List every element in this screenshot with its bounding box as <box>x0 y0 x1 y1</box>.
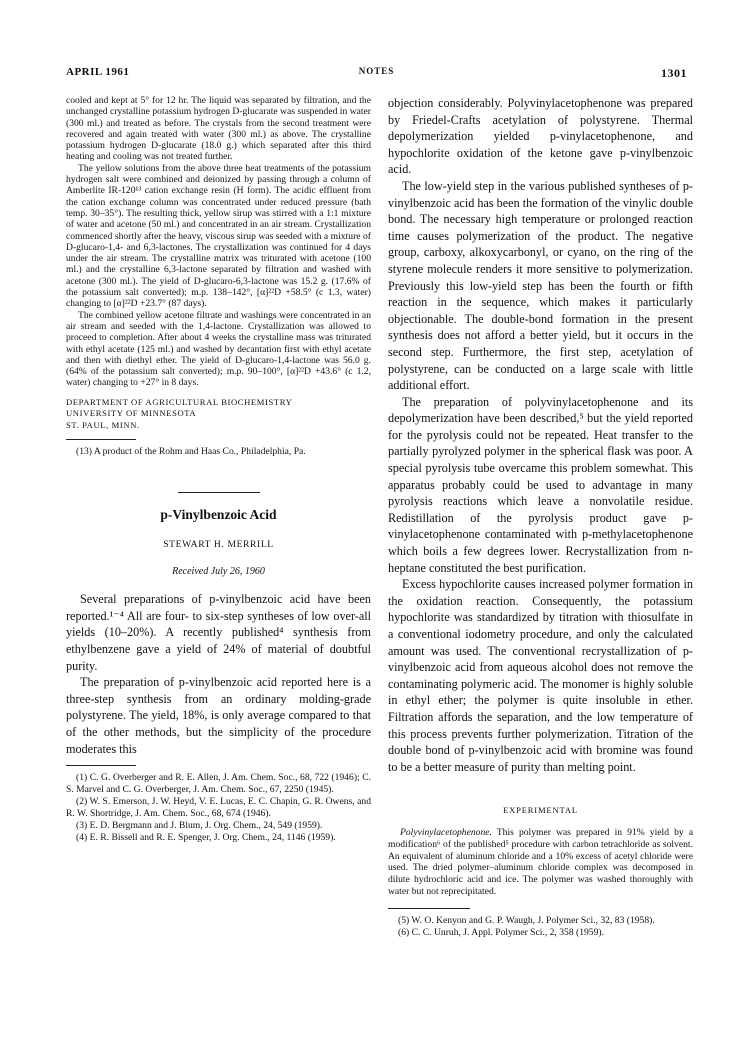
footnote: (2) W. S. Emerson, J. W. Heyd, V. E. Lucas, E. C. Chapin, G. R. Owens, and R. W. Shortridge, J. Am. Chem. Soc., 68, 674 (1946). <box>66 796 371 820</box>
footnote: (3) E. D. Bergmann and J. Blum, J. Org. Chem., 24, 549 (1959). <box>76 820 323 832</box>
affiliation-block <box>66 397 371 432</box>
body-paragraph: The preparation of polyvinylacetophenone and its depolymerization have been described,⁵ but the yield reported for the pyrolysis could not be repeated. Heat transfer to the partially pyrolyzed polymer in the spherical flask was poor. A special pyrolysis tube overcame this problem somewhat. This apparatus probably could be used to advantage in many pyrolysis reactions which leave a nonvolatile residue. Redistillation of the pyrolysis product gave p-vinylacetophenone contaminated with p-methylacetophenone which boils a few degrees lower. Recrystallization from n-heptane constituted the best purification. <box>388 394 693 575</box>
article-discussion <box>388 95 693 775</box>
affiliation-department: DEPARTMENT OF AGRICULTURAL BIOCHEMISTRY <box>66 396 293 407</box>
footnote-divider <box>388 908 470 909</box>
body-paragraph: The yellow solutions from the above three heat treatments of the potassium hydrogen salt were combined and deionized by passing through a column of Amberlite IR-120¹³ cation exchange resin (H form). The acidic effluent from the cation exchange column was concentrated under reduced pressure (bath temp. 30–35°). The resulting thick, yellow sirup was stirred with a 1:1 mixture of water and acetone (50 ml.) and concentrated in an air stream. Crystallization commenced shortly after the heavy, viscous sirup was seeded with a mixture of D-glucaro-1,4- and 6,3-lactones. The crystallization was continued for 4 days under the air stream. The crystalline matrix was triturated with acetone (100 ml.) and the crystalline 6,3-lactone separated by filtration and washed with acetone (300 ml.). The yield of D-glucaro-6,3-lactone was 15.2 g. (17.6% of the potassium salt converted); m.p. 138–142°, [α]²²D +58.5° (c 1.3, water) changing to [α]²²D +23.7° (87 days). <box>66 162 371 310</box>
previous-article-continuation <box>66 95 371 389</box>
footnote: (5) W. O. Kenyon and G. P. Waugh, J. Polymer Sci., 32, 83 (1958). <box>398 914 655 926</box>
article-title: p-Vinylbenzoic Acid <box>160 507 277 523</box>
running-header-date: APRIL 1961 <box>66 66 130 78</box>
body-paragraph: objection considerably. Polyvinylacetophenone was prepared by Friedel-Crafts acetylation of polystyrene. Thermal depolymerization yielded p-vinylacetophenone, and hypochlorite oxidation of the ketone gave p-vinylbenzoic acid. <box>388 96 693 177</box>
footnote: (6) C. C. Unruh, J. Appl. Polymer Sci., 2, 358 (1959). <box>398 926 604 938</box>
page-number: 1301 <box>661 66 687 80</box>
article-author: STEWART H. MERRILL <box>163 539 274 551</box>
footnote: (4) E. R. Bissell and R. E. Spenger, J. Org. Chem., 24, 1146 (1959). <box>76 832 336 844</box>
footnote-divider <box>66 439 136 440</box>
experimental-section <box>388 827 693 897</box>
article-introduction <box>66 591 371 757</box>
footnote-list <box>66 446 371 458</box>
running-header-section: NOTES <box>358 66 395 76</box>
affiliation-city: ST. PAUL, MINN. <box>66 419 140 430</box>
body-paragraph: The preparation of p-vinylbenzoic acid reported here is a three-step synthesis from an ordinary molding-grade polystyrene. The yield, 18%, is only average compared to that of the other methods, but the simplicity of the procedure moderates this <box>66 675 371 756</box>
body-paragraph: Excess hypochlorite causes increased polymer formation in the oxidation reaction. Consequently, the potassium hypochlorite was standardized by titration with thiosulfate in a conventional iodometry procedure, and only the calculated amount was used. The conventional recrystallization of p-vinylbenzoic acid from aqueous alcohol does not remove the contaminating polymeric acid. The monomer is highly soluble in ethyl ether; the polymer is quite insoluble in ether. Filtration affords the separation, and the low temperature of this process prevents further polymerization. Titration of the double bond of p-vinylbenzoic acid with bromine was found to be a better measure of purity than melting point. <box>388 577 693 774</box>
body-paragraph: Several preparations of p-vinylbenzoic acid have been reported.¹⁻⁴ All are four- to six-step syntheses of low over-all yields (10–20%). A recently published⁴ synthesis from ethylbenzene gave a yield of 24% of material of doubtful purity. <box>66 592 371 673</box>
body-paragraph: cooled and kept at 5° for 12 hr. The liquid was separated by filtration, and the unchanged crystalline potassium hydrogen D-glucarate was suspended in water (300 ml.) and treated as before. The crystals from the second treatment were recovered and again treated with water (300 ml.) as above. The crystalline potassium hydrogen D-glucarate (18.0 g.) which separated after this third heating and cooling was not treated further. <box>66 95 371 163</box>
article-divider <box>178 492 260 493</box>
affiliation-university: UNIVERSITY OF MINNESOTA <box>66 408 197 419</box>
footnote: (1) C. G. Overberger and R. E. Allen, J. Am. Chem. Soc., 68, 722 (1946); C. S. Marvel and C. G. Overberger, J. Am. Chem. Soc., 67, 2250 (1945). <box>66 772 371 796</box>
left-column <box>66 95 371 844</box>
footnote-list <box>66 772 371 844</box>
experimental-paragraph <box>388 827 693 897</box>
body-paragraph: The combined yellow acetone filtrate and washings were concentrated in an air stream and seeded with the 1,4-lactone. Crystallization was allowed to proceed to completion. After about 4 weeks the crystalline mass was triturated with ethyl acetate (125 ml.) and washed by decantation first with ethyl acetate and then with diethyl ether. The yield of D-glucaro-1,4-lactone was 56.0 g. (64% of the potassium salt converted); m.p. 90–100°, [α]²²D +43.6° (c 1.2, water) changing to +27° in 8 days. <box>66 309 371 389</box>
right-column <box>388 95 693 939</box>
footnote-divider <box>66 765 136 766</box>
body-paragraph: The low-yield step in the various published syntheses of p-vinylbenzoic acid has been the formation of the vinylic double bond. The necessary high temperature or prolonged reaction time causes polymerization of the product. The negative group, carboxy, alkoxycarbonyl, or cyano, on the ring of the styrene molecule renders it more sensitive to polymerization. Previously this low-yield step has been the fourth or fifth reaction in the sequence, which makes it particularly objectionable. The double-bond formation in the present synthesis does not afford a better yield, but it occurs in the second step. Furthermore, the first step, acetylation of polystyrene, can be conducted on a large scale with little additional effort. <box>388 178 693 393</box>
experimental-compound-label: Polyvinylacetophenone. <box>400 827 492 839</box>
experimental-text: This polymer was prepared in 91% yield by a modification⁶ of the published⁵ procedure with carbon tetrachloride as solvent. An equivalent of aluminum chloride and a 10% excess of acetyl chloride were used. The dried polymer–aluminum chloride complex was decomposed in dilute hydrochloric acid and ice. The polymer was washed thoroughly with water but not reprecipitated. <box>388 827 693 897</box>
experimental-heading: EXPERIMENTAL <box>503 805 578 816</box>
footnote: (13) A product of the Rohm and Haas Co., Philadelphia, Pa. <box>76 446 306 458</box>
received-date: Received July 26, 1960 <box>172 566 265 578</box>
footnote-list <box>388 915 693 939</box>
